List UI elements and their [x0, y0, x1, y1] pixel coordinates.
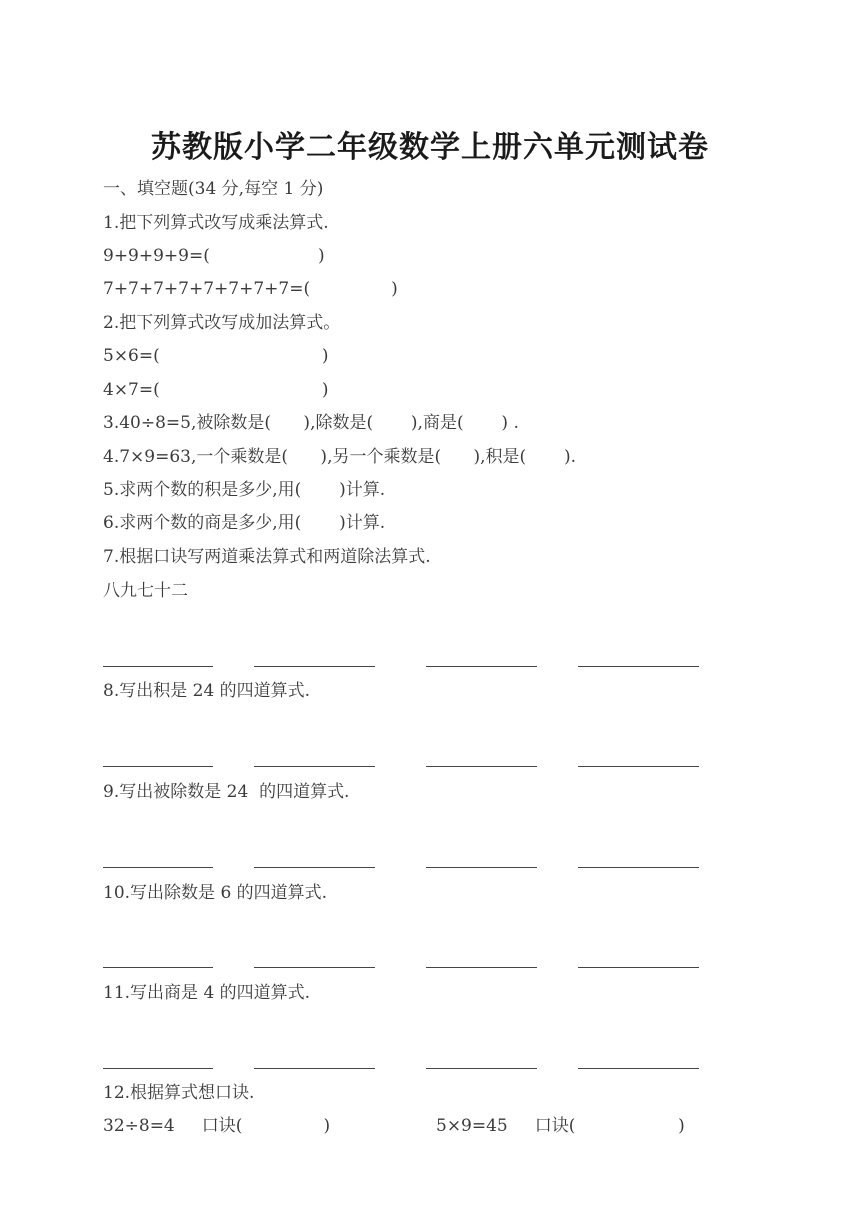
answer-line[interactable] — [426, 967, 537, 968]
question-12-item-b[interactable]: 5×9=45 口诀( ) — [436, 1116, 685, 1136]
answer-line[interactable] — [254, 766, 375, 767]
answer-line[interactable] — [254, 867, 375, 868]
question-2-prompt: 2.把下列算式改写成加法算式。 — [103, 313, 341, 333]
answer-line[interactable] — [426, 867, 537, 868]
question-12-prompt: 12.根据算式想口诀. — [103, 1083, 255, 1103]
answer-line[interactable] — [426, 766, 537, 767]
question-2-item-a[interactable]: 5×6=( ) — [103, 346, 329, 366]
question-10: 10.写出除数是 6 的四道算式. — [103, 883, 328, 903]
question-7-prompt: 7.根据口诀写两道乘法算式和两道除法算式. — [103, 547, 431, 567]
question-9: 9.写出被除数是 24 的四道算式. — [103, 782, 350, 802]
question-1-prompt: 1.把下列算式改写成乘法算式. — [103, 213, 329, 233]
answer-line[interactable] — [578, 766, 699, 767]
answer-line[interactable] — [578, 1068, 699, 1069]
section-heading: 一、填空题(34 分,每空 1 分) — [103, 179, 324, 199]
answer-line[interactable] — [578, 666, 699, 667]
question-12-item-a[interactable]: 32÷8=4 口诀( ) — [103, 1116, 331, 1136]
question-2-item-b[interactable]: 4×7=( ) — [103, 380, 329, 400]
question-6[interactable]: 6.求两个数的商是多少,用( )计算. — [103, 513, 386, 533]
answer-line[interactable] — [254, 666, 375, 667]
answer-line[interactable] — [103, 967, 213, 968]
question-1-item-b[interactable]: 7+7+7+7+7+7+7+7=( ) — [103, 279, 398, 299]
answer-line[interactable] — [426, 1068, 537, 1069]
question-5[interactable]: 5.求两个数的积是多少,用( )计算. — [103, 480, 386, 500]
question-7-rhyme: 八九七十二 — [103, 581, 188, 601]
question-3[interactable]: 3.40÷8=5,被除数是( ),除数是( ),商是( ) . — [103, 413, 519, 433]
answer-line[interactable] — [254, 967, 375, 968]
answer-line[interactable] — [254, 1068, 375, 1069]
answer-line[interactable] — [426, 666, 537, 667]
answer-line[interactable] — [103, 666, 213, 667]
answer-line[interactable] — [103, 867, 213, 868]
answer-line[interactable] — [103, 1068, 213, 1069]
question-8: 8.写出积是 24 的四道算式. — [103, 681, 311, 701]
question-1-item-a[interactable]: 9+9+9+9=( ) — [103, 246, 325, 266]
answer-line[interactable] — [578, 967, 699, 968]
page-title: 苏教版小学二年级数学上册六单元测试卷 — [151, 130, 709, 165]
question-11: 11.写出商是 4 的四道算式. — [103, 983, 311, 1003]
answer-line[interactable] — [103, 766, 213, 767]
question-4[interactable]: 4.7×9=63,一个乘数是( ),另一个乘数是( ),积是( ). — [103, 447, 577, 467]
answer-line[interactable] — [578, 867, 699, 868]
